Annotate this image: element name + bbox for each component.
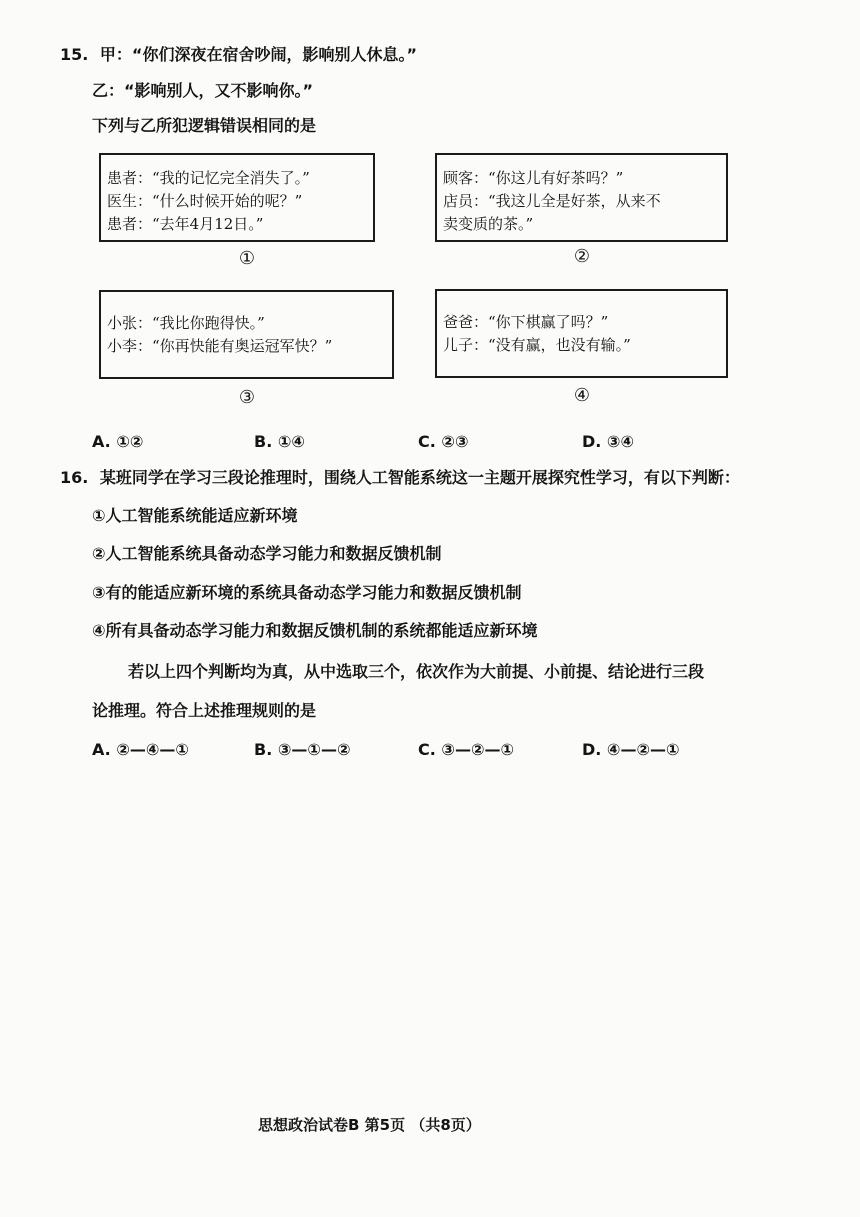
q15-mark-1: ① <box>238 248 256 269</box>
box2-line3: 卖变质的茶。” <box>443 215 534 233</box>
q16-question-line1: 若以上四个判断均为真，从中选取三个，依次作为大前提、小前提、结论进行三段 <box>128 662 705 681</box>
box2-line2: 店员：“我这儿全是好茶，从来不 <box>443 192 661 210</box>
q16-judgment-4: ④所有具备动态学习能力和数据反馈机制的系统都能适应新环境 <box>92 621 538 640</box>
q15-mark-2: ② <box>573 246 591 267</box>
q15-mark-4: ④ <box>573 385 591 406</box>
q16-question-line2: 论推理。符合上述推理规则的是 <box>92 701 317 720</box>
q16-judgment-3: ③有的能适应新环境的系统具备动态学习能力和数据反馈机制 <box>92 583 522 602</box>
box1-line1: 患者：“我的记忆完全消失了。” <box>107 169 310 187</box>
q15-box-4 <box>435 289 728 378</box>
q16-stem: 某班同学在学习三段论推理时，围绕人工智能系统这一主题开展探究性学习，有以下判断： <box>99 468 740 487</box>
q15-option-a: A. ①② <box>92 432 144 451</box>
q15-line1 <box>60 44 417 66</box>
q15-box-1 <box>99 153 375 242</box>
q16-number: 16. <box>60 468 89 487</box>
box3-line1: 小张：“我比你跑得快。” <box>107 314 265 332</box>
q16-judgment-2: ②人工智能系统具备动态学习能力和数据反馈机制 <box>92 544 442 563</box>
q15-dialogue-yi: 乙：“影响别人，又不影响你。” <box>92 81 314 100</box>
q15-number: 15. <box>60 45 89 64</box>
q16-stem-line <box>60 467 740 489</box>
q15-stem: 下列与乙所犯逻辑错误相同的是 <box>92 116 317 135</box>
q15-dialogue-jia: 甲：“你们深夜在宿舍吵闹，影响别人休息。” <box>99 45 417 64</box>
box4-line2: 儿子：“没有赢，也没有输。” <box>443 336 631 354</box>
q15-box-2 <box>435 153 728 242</box>
q16-judgment-1: ①人工智能系统能适应新环境 <box>92 506 298 525</box>
box4-line1: 爸爸：“你下棋赢了吗？” <box>443 313 609 331</box>
q15-option-c: C. ②③ <box>418 432 469 451</box>
q16-option-d: D. ④—②—① <box>582 740 680 759</box>
q15-box-3 <box>99 290 394 379</box>
box3-line2: 小李：“你再快能有奥运冠军快？” <box>107 337 333 355</box>
box1-line3: 患者：“去年4月12日。” <box>107 215 264 233</box>
page-footer: 思想政治试卷B 第5页 （共8页） <box>258 1116 481 1134</box>
q16-option-c: C. ③—②—① <box>418 740 515 759</box>
box2-line1: 顾客：“你这儿有好茶吗？” <box>443 169 624 187</box>
q16-option-b: B. ③—①—② <box>254 740 351 759</box>
box1-line2: 医生：“什么时候开始的呢？” <box>107 192 303 210</box>
q15-option-b: B. ①④ <box>254 432 305 451</box>
q16-option-a: A. ②—④—① <box>92 740 189 759</box>
q15-mark-3: ③ <box>238 387 256 408</box>
q15-option-d: D. ③④ <box>582 432 635 451</box>
